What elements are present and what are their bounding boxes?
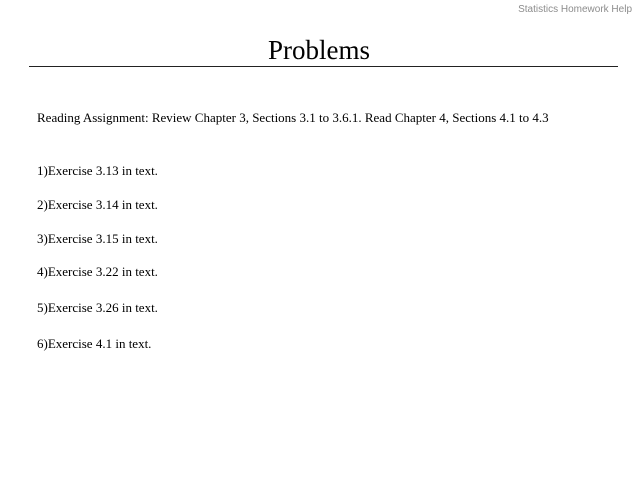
exercise-item-1: 1)Exercise 3.13 in text. <box>37 163 158 178</box>
page-title: Problems <box>267 35 370 65</box>
title-underline <box>29 66 618 67</box>
exercise-item-4: 4)Exercise 3.22 in text. <box>37 264 158 279</box>
problem-list <box>37 110 557 351</box>
reading-assignment: Reading Assignment: Review Chapter 3, Sections 3.1 to 3.6.1. Read Chapter 4, Sections 4.1 to 4.3 <box>37 110 549 125</box>
exercise-item-2: 2)Exercise 3.14 in text. <box>37 197 158 212</box>
header-tag: Statistics Homework Help <box>518 4 632 15</box>
exercise-item-3: 3)Exercise 3.15 in text. <box>37 231 158 246</box>
exercise-item-6: 6)Exercise 4.1 in text. <box>37 336 152 351</box>
exercise-item-5: 5)Exercise 3.26 in text. <box>37 300 158 315</box>
